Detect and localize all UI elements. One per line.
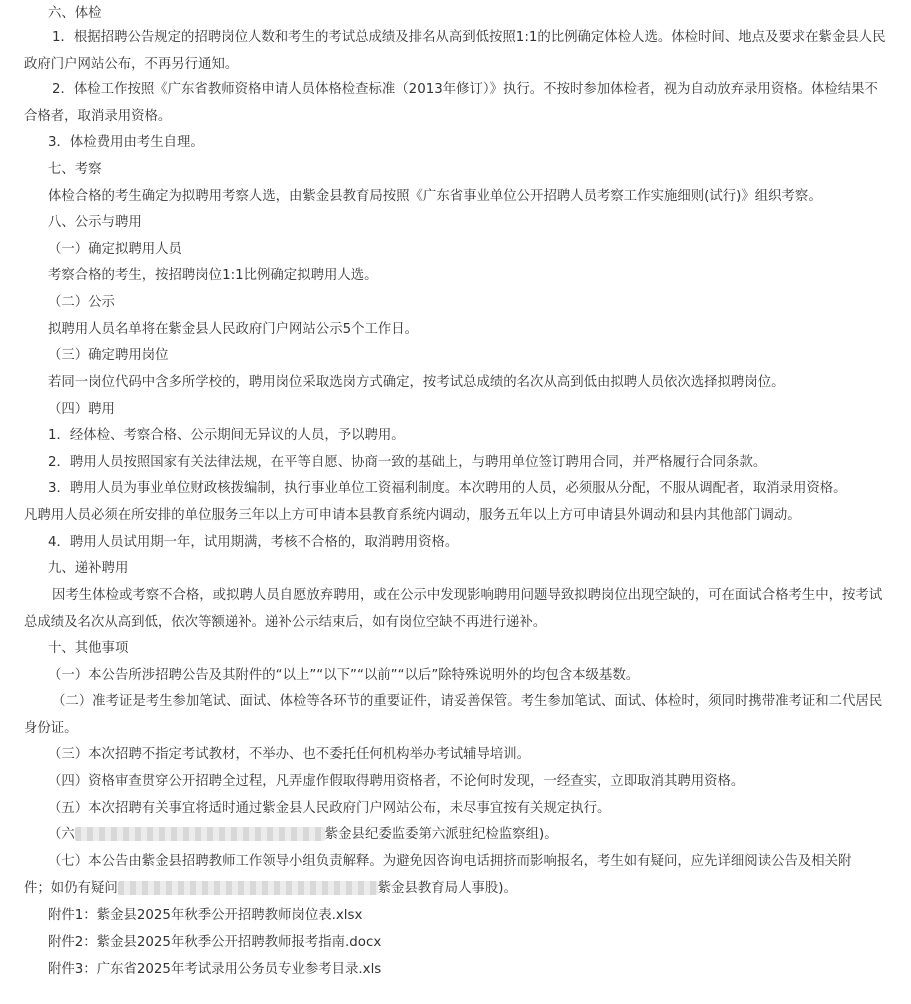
section-eight-b-title: （二）公示 [48, 295, 115, 310]
section-eight-c-body: 若同一岗位代码中含多所学校的，聘用岗位采取选岗方式确定，按考试总成绩的名次从高到低由拟聘人员依次选择拟聘岗位。 [48, 375, 785, 390]
section-nine-title: 九、递补聘用 [48, 561, 129, 576]
section-seven-body: 体检合格的考生确定为拟聘用考察人选，由紫金县教育局按照《广东省事业单位公开招聘人员考察工作实施细则(试行)》组织考察。 [48, 189, 822, 204]
section-eight-d-item-4: 4．聘用人员试用期一年，试用期满，考核不合格的，取消聘用资格。 [48, 535, 459, 550]
section-ten-item-2: （二）准考证是考生参加笔试、面试、体检等各环节的重要证件，请妥善保管。考生参加笔试、面试、体检时，须同时携带准考证和二代居民身份证。 [24, 694, 883, 736]
section-ten-item-6 [48, 821, 910, 848]
item-7-end: 紫金县教育局人事股)。 [377, 881, 517, 896]
redacted-block [75, 827, 325, 841]
section-eight-c-title: （三）确定聘用岗位 [48, 348, 169, 363]
redacted-block [118, 881, 378, 895]
section-six-item-1: 1．根据招聘公告规定的招聘岗位人数和考生的考试总成绩及排名从高到低按照1:1的比例确定体检人选。体检时间、地点及要求在紫金县人民政府门户网站公布，不再另行通知。 [24, 30, 886, 72]
section-ten-item-7-line-2 [24, 875, 886, 902]
section-ten-item-7-line-1: （七）本公告由紫金县招聘教师工作领导小组负责解释。为避免因咨询电话拥挤而影响报名，考生如有疑问，应先详细阅读公告及相关附 [48, 854, 852, 869]
section-six-item-3: 3．体检费用由考生自理。 [48, 135, 204, 150]
section-eight-title: 八、公示与聘用 [48, 215, 142, 230]
item-6-end: 紫金县纪委监委第六派驻纪检监察组)。 [324, 827, 558, 842]
section-ten-item-3: （三）本次招聘不指定考试教材，不举办、也不委托任何机构举办考试辅导培训。 [48, 747, 531, 762]
section-ten-item-5: （五）本次招聘有关事宜将适时通过紫金县人民政府门户网站公布，未尽事宜按有关规定执行。 [48, 801, 611, 816]
section-nine-body: 因考生体检或考察不合格，或拟聘人员自愿放弃聘用，或在公示中发现影响聘用问题导致拟聘岗位出现空缺的，可在面试合格考生中，按考试总成绩及名次从高到低，依次等额递补。递补公示结束后，如有岗位空缺不再进行递补。 [24, 588, 883, 630]
section-ten-item-4: （四）资格审查贯穿公开招聘全过程，凡弄虚作假取得聘用资格者，不论何时发现，一经查实，立即取消其聘用资格。 [48, 774, 745, 789]
section-eight-d-item-3b: 凡聘用人员必须在所安排的单位服务三年以上方可申请本县教育系统内调动，服务五年以上方可申请县外调动和县内其他部门调动。 [24, 508, 801, 523]
section-seven-title: 七、考察 [48, 162, 102, 177]
item-6-start: （六 [48, 827, 75, 842]
section-eight-a-body: 考察合格的考生，按招聘岗位1:1比例确定拟聘用人选。 [48, 268, 378, 283]
section-six-title: 六、体检 [48, 6, 102, 21]
section-eight-d-item-3a: 3．聘用人员为事业单位财政核拨编制，执行事业单位工资福利制度。本次聘用的人员，必须服从分配，不服从调配者，取消录用资格。 [48, 481, 847, 496]
section-eight-d-item-1: 1．经体检、考察合格、公示期间无异议的人员，予以聘用。 [48, 428, 405, 443]
attachment-1-link[interactable]: 附件1：紫金县2025年秋季公开招聘教师岗位表.xlsx [48, 908, 363, 923]
section-six-item-2: 2．体检工作按照《广东省教师资格申请人员体格检查标准（2013年修订）》执行。不按时参加体检者，视为自动放弃录用资格。体检结果不合格者，取消录用资格。 [24, 82, 878, 124]
attachment-2-link[interactable]: 附件2：紫金县2025年秋季公开招聘教师报考指南.docx [48, 935, 382, 950]
section-eight-a-title: （一）确定拟聘用人员 [48, 242, 182, 257]
item-7-start: 件；如仍有疑问 [24, 881, 118, 896]
section-eight-d-item-2: 2．聘用人员按照国家有关法律法规，在平等自愿、协商一致的基础上，与聘用单位签订聘用合同，并严格履行合同条款。 [48, 455, 767, 470]
section-ten-title: 十、其他事项 [48, 641, 129, 656]
section-eight-d-title: （四）聘用 [48, 402, 115, 417]
section-eight-b-body: 拟聘用人员名单将在紫金县人民政府门户网站公示5个工作日。 [48, 322, 419, 337]
attachment-3-link[interactable]: 附件3：广东省2025年考试录用公务员专业参考目录.xls [48, 962, 382, 977]
section-ten-item-1: （一）本公告所涉招聘公告及其附件的“以上”“以下”“以前”“以后”除特殊说明外的均包含本级基数。 [48, 668, 640, 683]
